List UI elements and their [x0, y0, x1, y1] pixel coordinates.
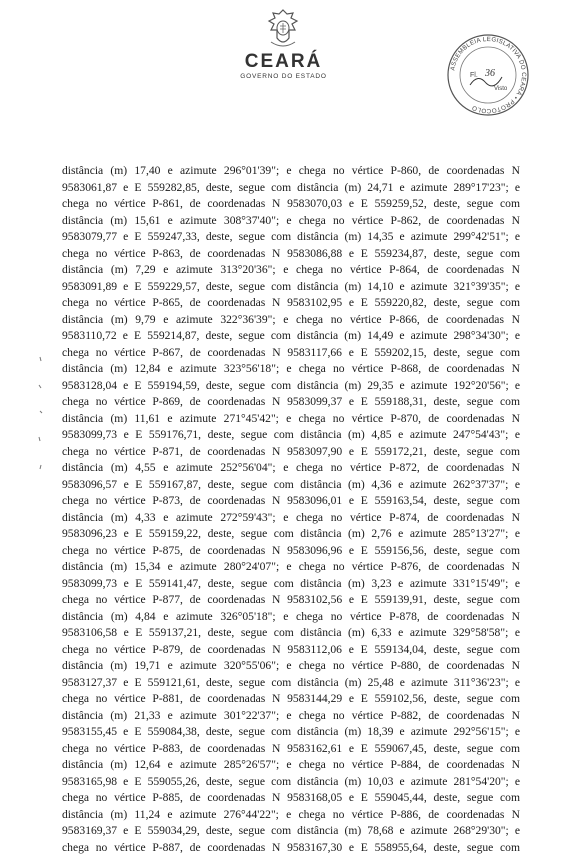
text-line: 9583128,04 e E 559194,59, deste, segue com distância (m) 29,35 e azimute 192°20'56"; e — [62, 378, 520, 395]
text-line: 9583155,45 e E 559084,38, deste, segue com distância (m) 18,39 e azimute 292°56'15"; e — [62, 724, 520, 741]
text-line: chega no vértice P-869, de coordenadas N 9583099,37 e E 559188,31, deste, segue com — [62, 394, 520, 411]
text-line: chega no vértice P-885, de coordenadas N 9583168,05 e E 559045,44, deste, segue com — [62, 790, 520, 807]
text-line: distância (m) 9,79 e azimute 322°36'39"; e chega no vértice P-866, de coordenadas N — [62, 312, 520, 329]
text-line: chega no vértice P-877, de coordenadas N 9583102,56 e E 559139,91, deste, segue com — [62, 592, 520, 609]
text-line: 9583061,87 e E 559282,85, deste, segue com distância (m) 24,71 e azimute 289°17'23"; e — [62, 180, 520, 197]
text-line: 9583096,57 e E 559167,87, deste, segue com distância (m) 4,36 e azimute 262°37'37"; e — [62, 477, 520, 494]
text-line: chega no vértice P-881, de coordenadas N 9583144,29 e E 559102,56, deste, segue com — [62, 691, 520, 708]
text-line: chega no vértice P-887, de coordenadas N 9583167,30 e E 558955,64, deste, segue com — [62, 840, 520, 856]
margin-marks — [36, 355, 46, 475]
text-line: 9583165,98 e E 559055,26, deste, segue com distância (m) 10,03 e azimute 281°54'20"; e — [62, 774, 520, 791]
text-line: chega no vértice P-863, de coordenadas N 9583086,88 e E 559234,87, deste, segue com — [62, 246, 520, 263]
text-line: 9583110,72 e E 559214,87, deste, segue com distância (m) 14,49 e azimute 298°34'30"; e — [62, 328, 520, 345]
text-line: distância (m) 4,55 e azimute 252°56'04"; e chega no vértice P-872, de coordenadas N — [62, 460, 520, 477]
text-line: 9583091,89 e E 559229,57, deste, segue com distância (m) 14,10 e azimute 321°39'35"; e — [62, 279, 520, 296]
text-line: 9583127,37 e E 559121,61, deste, segue com distância (m) 25,48 e azimute 311°36'23"; e — [62, 675, 520, 692]
text-line: distância (m) 12,84 e azimute 323°56'18"; e chega no vértice P-868, de coordenadas N — [62, 361, 520, 378]
text-line: distância (m) 15,61 e azimute 308°37'40"; e chega no vértice P-862, de coordenadas N — [62, 213, 520, 230]
brand-name: CEARÁ — [0, 52, 567, 72]
text-line: chega no vértice P-861, de coordenadas N 9583070,03 e E 559259,52, deste, segue com — [62, 196, 520, 213]
brand-subtitle: GOVERNO DO ESTADO — [0, 73, 567, 80]
text-line: distância (m) 21,33 e azimute 301°22'37"; e chega no vértice P-882, de coordenadas N — [62, 708, 520, 725]
text-line: distância (m) 11,24 e azimute 276°44'22"; e chega no vértice P-886, de coordenadas N — [62, 807, 520, 824]
text-line: distância (m) 12,64 e azimute 285°26'57"; e chega no vértice P-884, de coordenadas N — [62, 757, 520, 774]
state-coat-of-arms-icon — [263, 8, 303, 52]
text-line: distância (m) 19,71 e azimute 320°55'06"; e chega no vértice P-880, de coordenadas N — [62, 658, 520, 675]
document-body — [62, 163, 520, 856]
text-line: chega no vértice P-873, de coordenadas N 9583096,01 e E 559163,54, deste, segue com — [62, 493, 520, 510]
stamp-page-number: 36 — [485, 68, 495, 79]
text-line: distância (m) 4,84 e azimute 326°05'18"; e chega no vértice P-878, de coordenadas N — [62, 609, 520, 626]
text-line: chega no vértice P-871, de coordenadas N 9583097,90 e E 559172,21, deste, segue com — [62, 444, 520, 461]
text-line: 9583079,77 e E 559247,33, deste, segue com distância (m) 14,35 e azimute 299°42'51"; e — [62, 229, 520, 246]
text-line: chega no vértice P-865, de coordenadas N 9583102,95 e E 559220,82, deste, segue com — [62, 295, 520, 312]
text-line: chega no vértice P-867, de coordenadas N 9583117,66 e E 559202,15, deste, segue com — [62, 345, 520, 362]
text-line: distância (m) 4,33 e azimute 272°59'43"; e chega no vértice P-874, de coordenadas N — [62, 510, 520, 527]
text-line: chega no vértice P-883, de coordenadas N 9583162,61 e E 559067,45, deste, segue com — [62, 741, 520, 758]
stamp-ring-text: ASSEMBLEIA LEGISLATIVA DO CEARÁ • PROTOCOLO — [449, 36, 527, 114]
text-line: chega no vértice P-879, de coordenadas N 9583112,06 e E 559134,04, deste, segue com — [62, 642, 520, 659]
text-line: distância (m) 7,29 e azimute 313°20'36"; e chega no vértice P-864, de coordenadas N — [62, 262, 520, 279]
text-line: distância (m) 15,34 e azimute 280°24'07"; e chega no vértice P-876, de coordenadas N — [62, 559, 520, 576]
stamp-visto-label: Visto — [494, 86, 507, 92]
text-line: 9583096,23 e E 559159,22, deste, segue com distância (m) 2,76 e azimute 285°13'27"; e — [62, 526, 520, 543]
text-line: distância (m) 11,61 e azimute 271°45'42"; e chega no vértice P-870, de coordenadas N — [62, 411, 520, 428]
text-line: chega no vértice P-875, de coordenadas N 9583096,96 e E 559156,56, deste, segue com — [62, 543, 520, 560]
text-line: distância (m) 17,40 e azimute 296°01'39"; e chega no vértice P-860, de coordenadas N — [62, 163, 520, 180]
text-line: 9583099,73 e E 559141,47, deste, segue com distância (m) 3,23 e azimute 331°15'49"; e — [62, 576, 520, 593]
text-line: 9583106,58 e E 559137,21, deste, segue com distância (m) 6,33 e azimute 329°58'58"; e — [62, 625, 520, 642]
stamp-fl-label: Fl. — [470, 72, 478, 79]
text-line: 9583099,73 e E 559176,71, deste, segue com distância (m) 4,85 e azimute 247°54'43"; e — [62, 427, 520, 444]
text-line: 9583169,37 e E 559034,29, deste, segue com distância (m) 78,68 e azimute 268°29'30"; e — [62, 823, 520, 840]
